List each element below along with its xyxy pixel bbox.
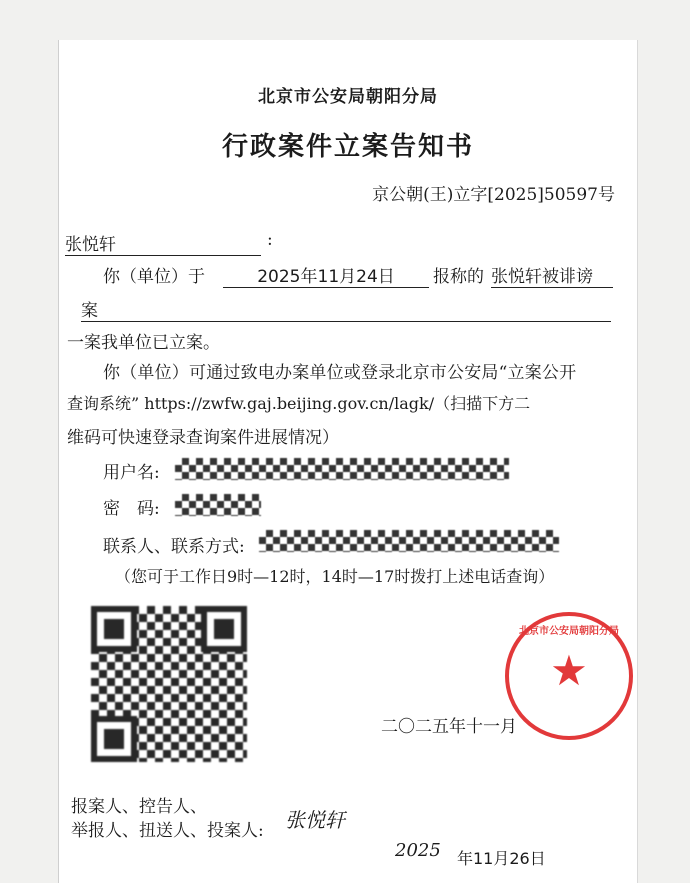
recipient-name: 张悦轩 bbox=[65, 230, 261, 256]
case-name-part2: 案 bbox=[81, 296, 611, 322]
redacted-username bbox=[175, 458, 509, 480]
case-filed-text: 一案我单位已立案。 bbox=[67, 333, 220, 353]
official-seal bbox=[505, 612, 633, 740]
report-middle: 报称的 bbox=[433, 267, 484, 287]
query-hours-note: （您可于工作日9时—12时，14时—17时拨打上述电话查询） bbox=[115, 567, 555, 586]
issue-date: 二〇二五年十一月 bbox=[381, 717, 517, 737]
qr-code[interactable] bbox=[91, 606, 247, 762]
query-instruction-line3: 维码可快速登录查询案件进展情况） bbox=[67, 428, 339, 448]
notice-document bbox=[58, 40, 638, 883]
contact-label: 联系人、联系方式: bbox=[103, 537, 245, 557]
qr-finder-icon bbox=[91, 606, 137, 652]
query-instruction-line2: 查询系统” https://zwfw.gaj.beijing.gov.cn/lagk/（扫描下方二 bbox=[67, 394, 531, 413]
document-title: 行政案件立案告知书 bbox=[221, 132, 474, 162]
document-number: 京公朝(王)立字[2025]50597号 bbox=[372, 185, 615, 205]
signer-role-line2: 举报人、扭送人、投案人: bbox=[71, 821, 264, 841]
qr-finder-icon bbox=[91, 716, 137, 762]
redacted-password bbox=[175, 494, 261, 516]
redacted-contact bbox=[259, 530, 559, 552]
handwritten-signature: 张悦轩 bbox=[285, 808, 345, 832]
query-instruction-line1: 你（单位）可通过致电办案单位或登录北京市公安局“立案公开 bbox=[103, 363, 577, 383]
report-prefix: 你（单位）于 bbox=[103, 267, 205, 287]
case-name-part1: 张悦轩被诽谤 bbox=[491, 262, 613, 288]
report-date: 2025年11月24日 bbox=[223, 262, 429, 288]
qr-finder-icon bbox=[201, 606, 247, 652]
password-label: 密 码: bbox=[103, 499, 160, 519]
issuing-agency: 北京市公安局朝阳分局 bbox=[258, 87, 438, 107]
sign-year: 2025 bbox=[395, 840, 441, 861]
seal-text: 北京市公安局朝阳分局 bbox=[519, 626, 619, 637]
username-label: 用户名: bbox=[103, 463, 160, 483]
star-icon: ★ bbox=[550, 646, 588, 695]
recipient-colon: : bbox=[267, 230, 273, 250]
signer-role-line1: 报案人、控告人、 bbox=[71, 797, 207, 817]
sign-date: 年11月26日 bbox=[457, 849, 546, 868]
